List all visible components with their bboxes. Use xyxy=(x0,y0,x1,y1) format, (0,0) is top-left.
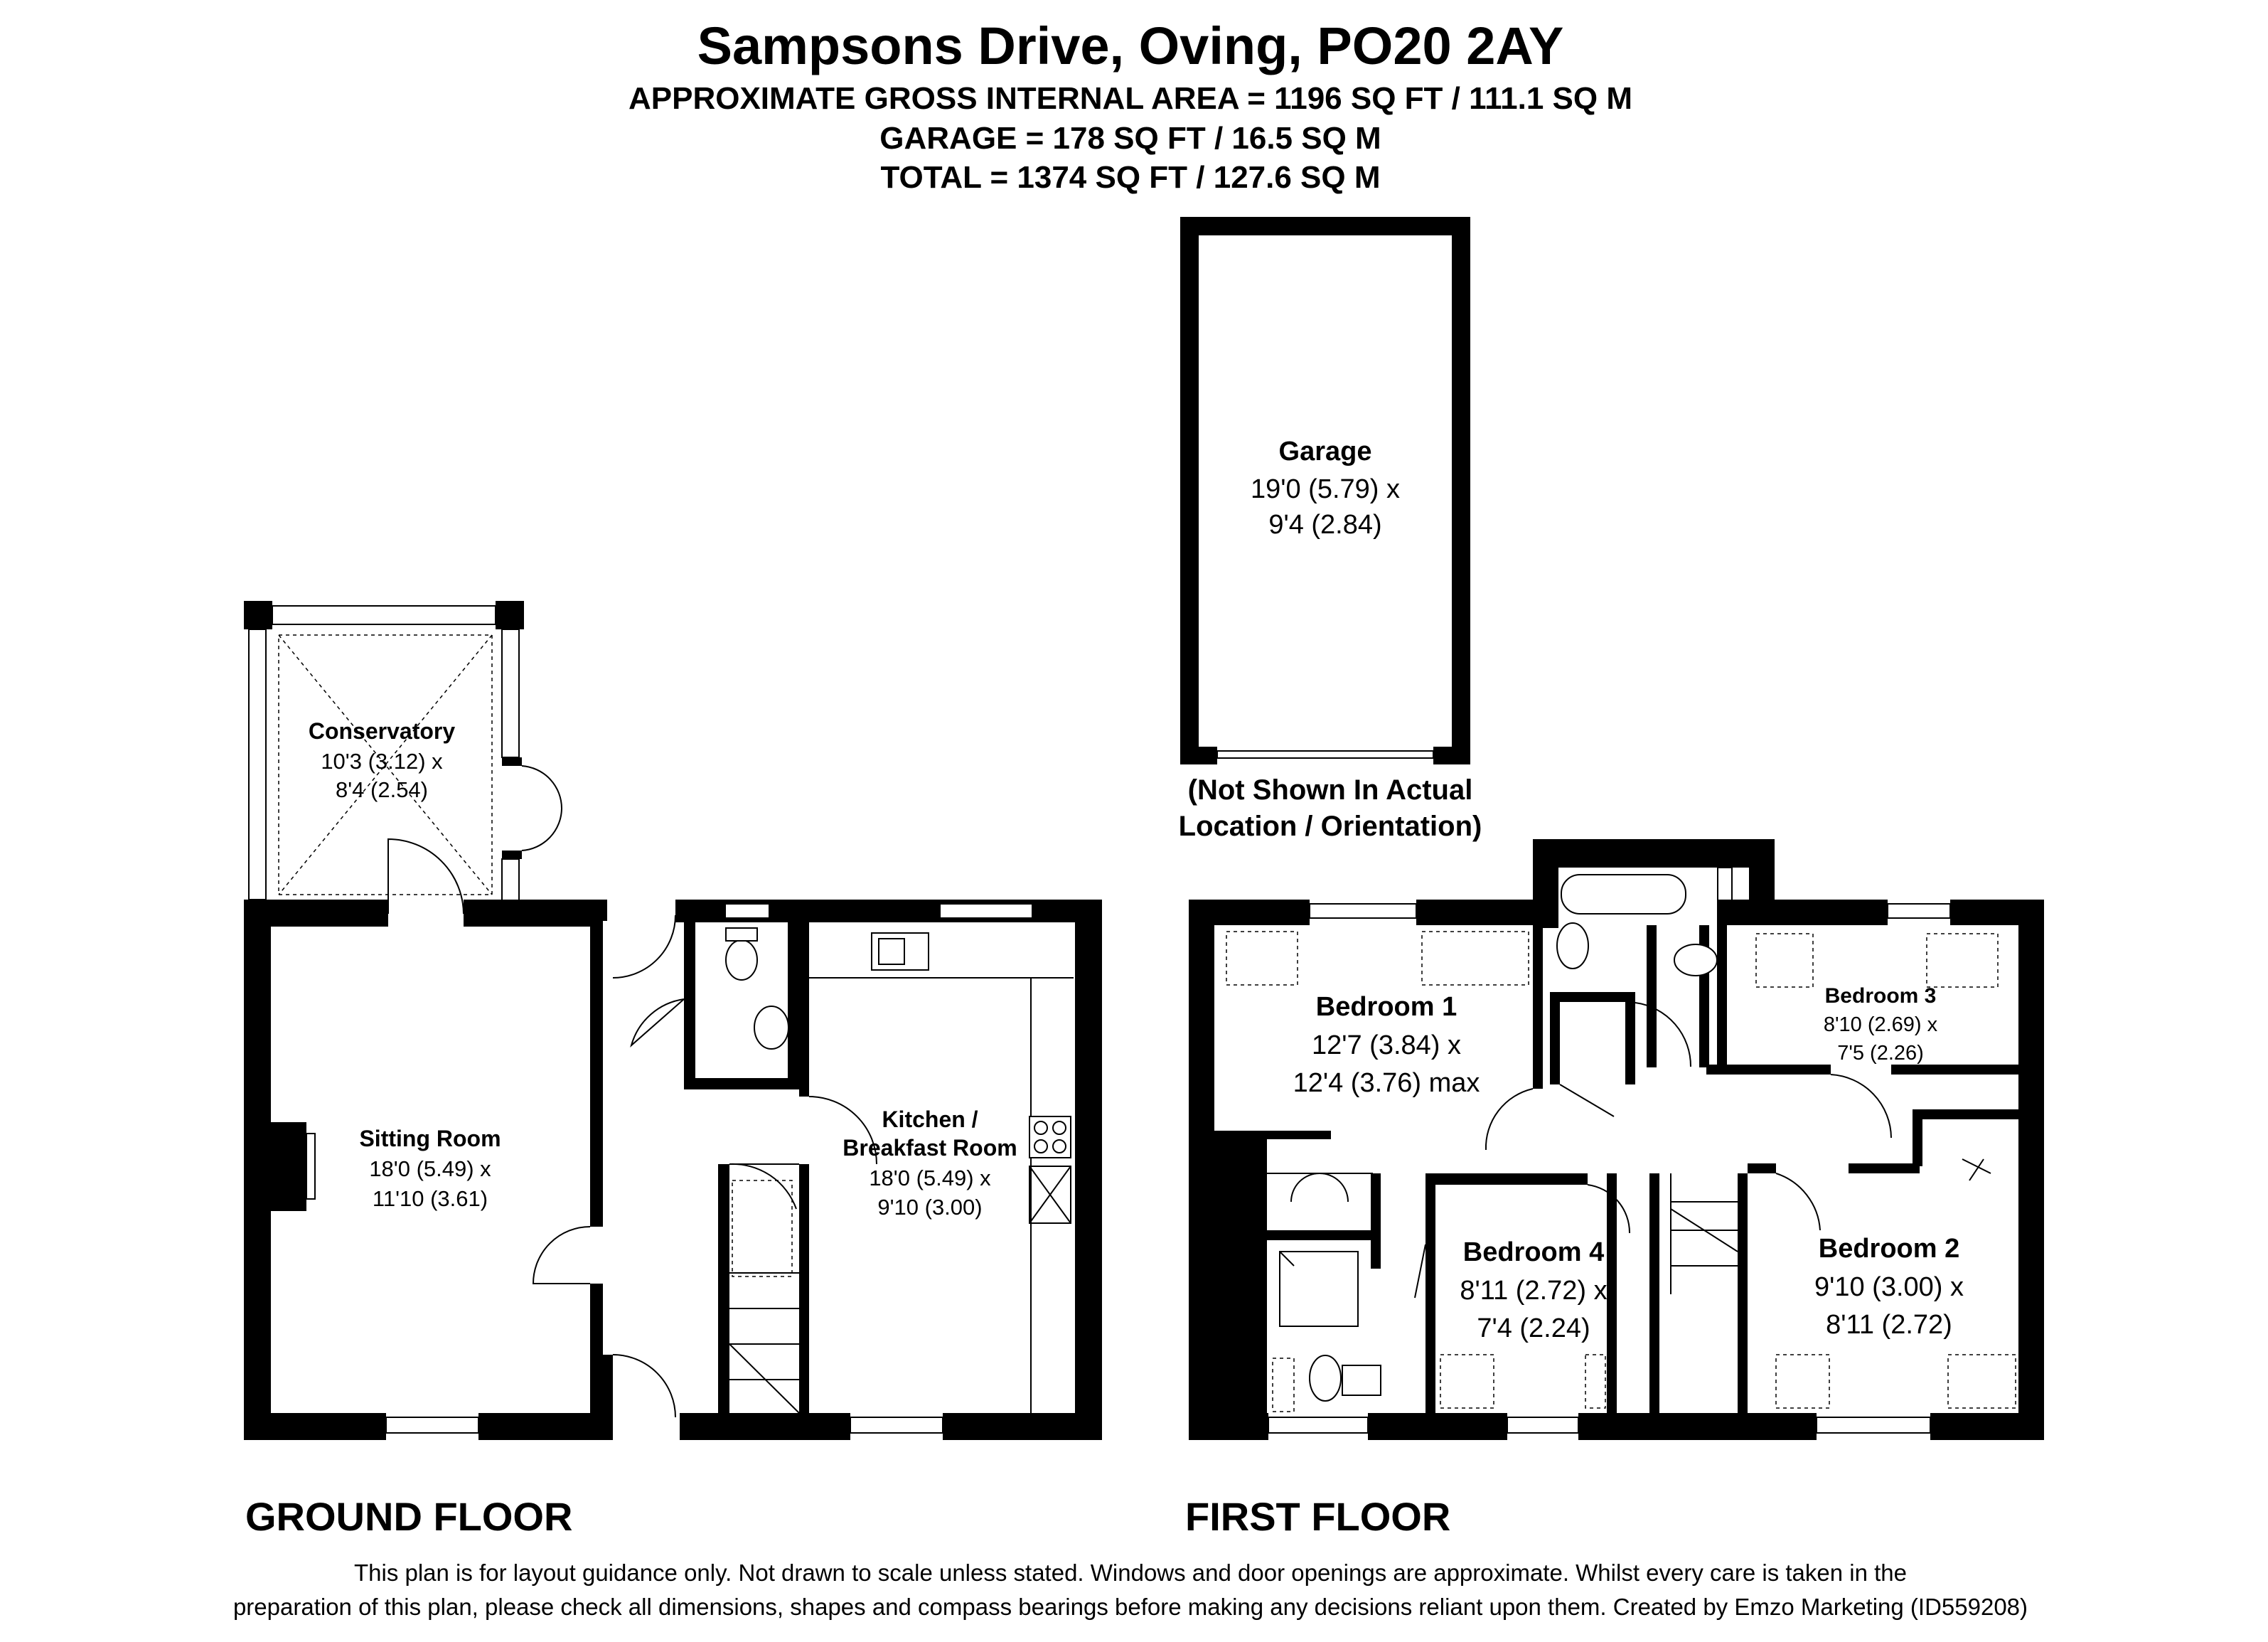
sitting-room-dim1: 18'0 (5.49) x xyxy=(369,1156,491,1181)
bath xyxy=(1561,875,1686,914)
bedroom2-label: Bedroom 2 xyxy=(1818,1234,1960,1264)
bedroom1-window xyxy=(1310,904,1416,918)
disclaimer-line1: This plan is for layout guidance only. Not drawn to scale unless stated. Windows and door openings are approximate. Whilst every care is taken in the xyxy=(353,1560,1908,1586)
kitchen-dim2: 9'10 (3.00) xyxy=(877,1195,983,1220)
bedroom2-window xyxy=(1817,1417,1930,1433)
garage-dim2: 9'4 (2.84) xyxy=(1268,510,1382,540)
bedroom4-dim2: 7'4 (2.24) xyxy=(1477,1313,1590,1343)
bedroom4-label: Bedroom 4 xyxy=(1462,1237,1605,1267)
gross-area-line: APPROXIMATE GROSS INTERNAL AREA = 1196 SQ FT / 111.1 SQ M xyxy=(628,81,1633,116)
garage-door xyxy=(1217,751,1433,758)
conservatory-label: Conservatory xyxy=(308,718,456,744)
bedroom3-window xyxy=(1888,904,1950,918)
ensuite-window xyxy=(1268,1417,1368,1433)
garage-note-line2: Location / Orientation) xyxy=(1178,811,1482,842)
ground-floor-plan xyxy=(244,601,1102,1440)
header xyxy=(628,16,1632,195)
ground-floor-label: GROUND FLOOR xyxy=(245,1494,573,1539)
conservatory-dim2: 8'4 (2.54) xyxy=(336,777,428,802)
bedroom4-window xyxy=(1507,1417,1578,1433)
bedroom1-dim1: 12'7 (3.84) x xyxy=(1311,1030,1462,1060)
conservatory xyxy=(244,601,562,900)
first-floor-plan xyxy=(1189,839,2044,1440)
kitchen-window-top xyxy=(940,904,1032,918)
bedroom3-label: Bedroom 3 xyxy=(1824,984,1937,1008)
garage-dim1: 19'0 (5.79) x xyxy=(1250,474,1401,504)
garage-note-line1: (Not Shown In Actual xyxy=(1187,774,1473,806)
first-floor-label: FIRST FLOOR xyxy=(1185,1494,1451,1539)
disclaimer-line2: preparation of this plan, please check all dimensions, shapes and compass bearings before making any decisions reliant upon them. Created by Emzo Marketing (ID559208) xyxy=(232,1594,2028,1620)
sitting-room-dim2: 11'10 (3.61) xyxy=(372,1186,488,1211)
kitchen-window-bottom xyxy=(850,1417,943,1433)
bedroom3-dim1: 8'10 (2.69) x xyxy=(1823,1013,1938,1036)
kitchen-label-line1: Kitchen / xyxy=(882,1107,978,1132)
bedroom1-dim2: 12'4 (3.76) max xyxy=(1293,1068,1480,1098)
garage-area-line: GARAGE = 178 SQ FT / 16.5 SQ M xyxy=(879,121,1381,156)
wc-window xyxy=(725,904,769,918)
sitting-room-label: Sitting Room xyxy=(359,1126,501,1151)
bedroom1-label: Bedroom 1 xyxy=(1315,992,1457,1022)
bedroom2-dim1: 9'10 (3.00) x xyxy=(1814,1272,1964,1302)
garage-plan xyxy=(1179,217,1482,842)
total-area-line: TOTAL = 1374 SQ FT / 127.6 SQ M xyxy=(880,160,1381,195)
garage-label: Garage xyxy=(1278,437,1372,467)
conservatory-dim1: 10'3 (3.12) x xyxy=(321,749,443,774)
bedroom4-dim1: 8'11 (2.72) x xyxy=(1460,1276,1608,1306)
page-title: Sampsons Drive, Oving, PO20 2AY xyxy=(697,16,1564,75)
sitting-room-window xyxy=(386,1417,478,1433)
kitchen-dim1: 18'0 (5.49) x xyxy=(869,1166,991,1190)
kitchen-label-line2: Breakfast Room xyxy=(843,1135,1017,1161)
bedroom2-dim2: 8'11 (2.72) xyxy=(1826,1310,1952,1340)
bedroom3-dim2: 7'5 (2.26) xyxy=(1837,1042,1924,1065)
